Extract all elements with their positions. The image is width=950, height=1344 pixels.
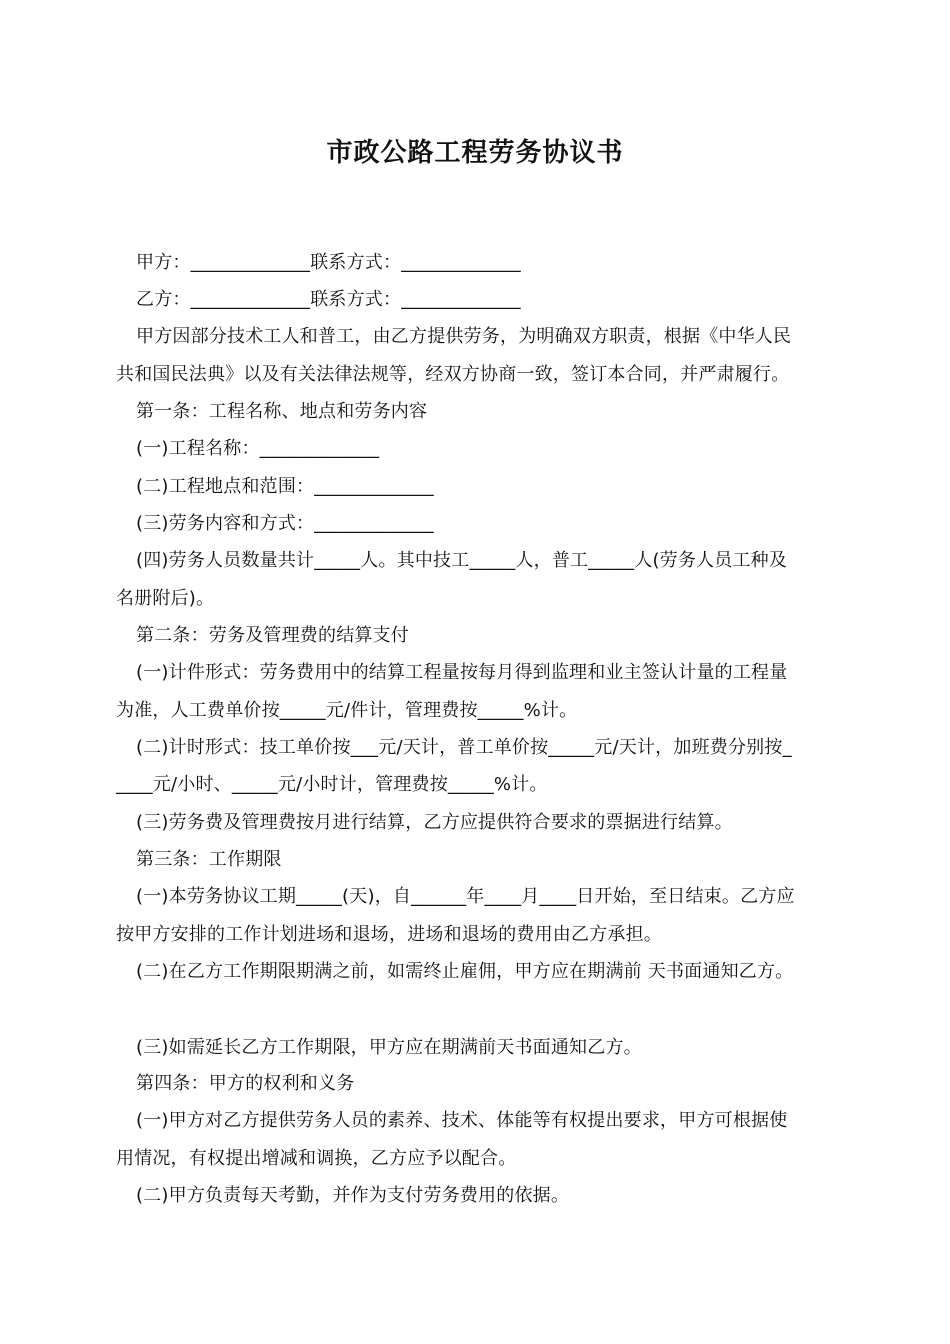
article-4-item-2: (二)甲方负责每天考勤，并作为支付劳务费用的依据。 [136,1185,570,1206]
preamble-line-1: 甲方因部分技术工人和普工，由乙方提供劳务，为明确双方职责，根据《中华人民 [136,326,792,347]
preamble-line-2: 共和国民法典》以及有关法律法规等，经双方协商一致，签订本合同，并严肃履行。 [116,364,790,385]
party-b-line: 乙方：_____________联系方式：_____________ [136,289,521,310]
article-3-item-2: (二)在乙方工作期限期满之前，如需终止雇佣，甲方应在期满前 天书面通知乙方。 [136,961,794,982]
article-3-item-1-line-1: (一)本劳务协议工期_____(天)，自______年____月____日开始，至日结束。乙方应 [136,886,795,907]
article-1-item-4-line-2: 名册附后)。 [116,588,215,609]
article-1-item-4-line-1: (四)劳务人员数量共计_____人。其中技工_____人，普工_____人(劳务人员工种及 [136,550,788,571]
article-1-heading: 第一条：工程名称、地点和劳务内容 [136,401,428,422]
article-2-item-1-line-1: (一)计件形式：劳务费用中的结算工程量按每月得到监理和业主签认计量的工程量 [136,662,788,683]
article-4-heading: 第四条：甲方的权利和义务 [136,1073,355,1094]
article-3-heading: 第三条：工作期限 [136,849,282,870]
article-2-item-3: (三)劳务费及管理费按月进行结算，乙方应提供符合要求的票据进行结算。 [136,812,733,833]
article-3-item-1-line-2: 按甲方安排的工作计划进场和退场，进场和退场的费用由乙方承担。 [116,924,662,945]
article-1-item-2: (二)工程地点和范围：_____________ [136,476,434,497]
article-2-item-2-line-1: (二)计时形式：技工单价按___元/天计，普工单价按_____元/天计，加班费分别按_ [136,737,792,758]
article-4-item-1-line-1: (一)甲方对乙方提供劳务人员的素养、技术、体能等有权提出要求，甲方可根据使 [136,1110,788,1131]
article-2-item-2-line-2: ____元/小时、_____元/小时计，管理费按_____%计。 [116,774,548,795]
article-4-item-1-line-2: 用情况，有权提出增减和调换，乙方应予以配合。 [116,1148,517,1169]
article-3-item-3: (三)如需延长乙方工作期限，甲方应在期满前天书面通知乙方。 [136,1037,642,1058]
article-1-item-3: (三)劳务内容和方式：_____________ [136,513,434,534]
article-1-item-1: (一)工程名称：_____________ [136,438,380,459]
document-title: 市政公路工程劳务协议书 [326,138,624,168]
party-a-line: 甲方：_____________联系方式：_____________ [136,252,521,273]
article-2-heading: 第二条：劳务及管理费的结算支付 [136,625,409,646]
article-2-item-1-line-2: 为准，人工费单价按_____元/件计，管理费按_____%计。 [116,700,578,721]
